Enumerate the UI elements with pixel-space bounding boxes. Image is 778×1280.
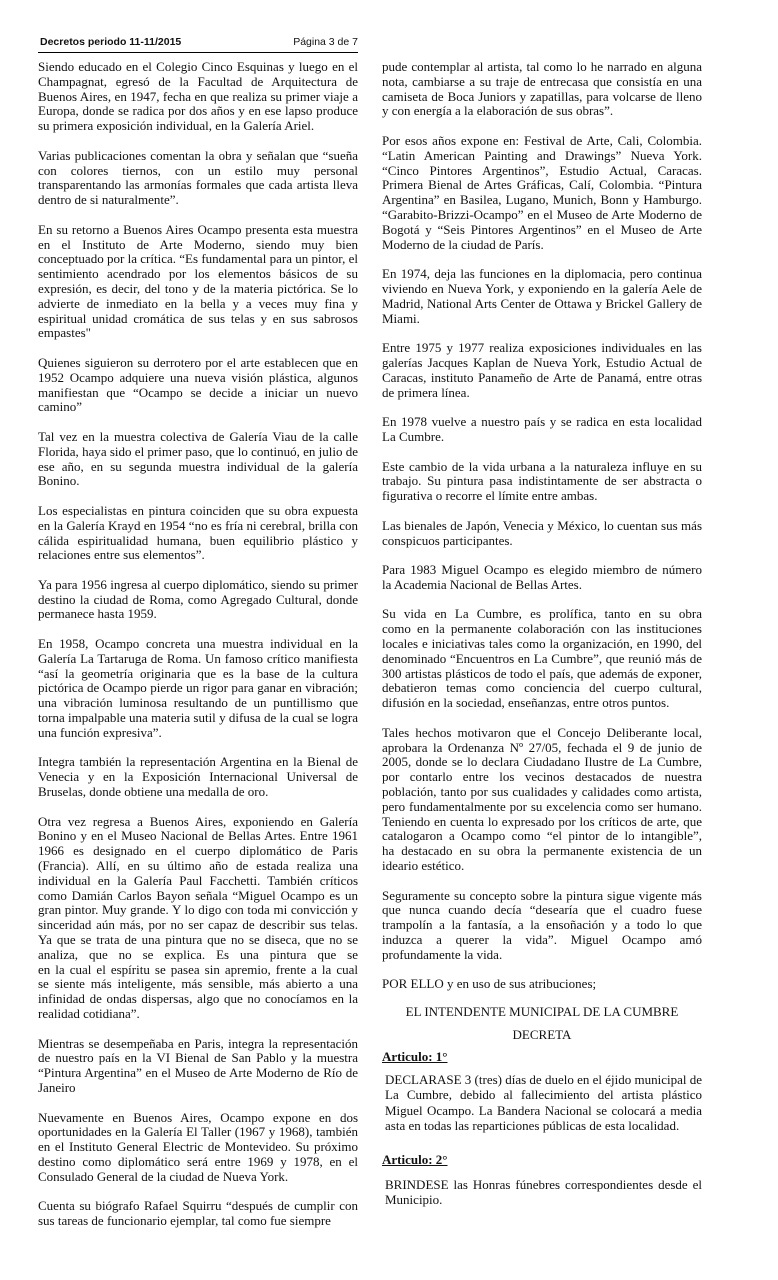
text-line: pude contemplar al artista, tal como lo he narrado en alguna [382,60,702,74]
text-line: una función expresiva”. [38,725,162,740]
text-line: Este cambio de la vida urbana a la naturaleza influye en su [382,459,702,474]
left-column [38,60,358,1244]
text-line: nota, cambiarse a su traje de entrecasa que consistía en una [382,74,702,89]
article-1-heading: Articulo: 1° [382,1049,448,1064]
text-line: Moderno de la ciudad de París. [382,237,544,252]
text-line: Por esos años expone en: Festival de Arte, Cali, Colombia. [382,133,702,148]
text-line: Consulado General de la ciudad de Nueva York. [38,1169,289,1184]
text-line: profundamente la vida. [382,947,503,962]
paragraph [38,149,358,208]
text-line: como Damián Carlos Bayon señala “Miguel Ocampo es un [38,888,358,903]
paragraph [38,430,358,489]
text-line: Quienes siguieron su derrotero por el arte establecen que en [38,355,358,370]
text-line: camiseta de Boca Juniors y zapatillas, para volcarse de lleno [382,89,702,104]
paragraph [38,755,358,799]
text-line: sentimiento acendrado por los elementos básicos de su [38,267,358,282]
text-line: destino como diplomático será entre 1969 y 1978, en el [38,1154,358,1169]
text-line: POR ELLO y en uso de sus atribuciones; [382,977,597,992]
text-line: En su retorno a Buenos Aires Ocampo presenta esta muestra [38,222,358,237]
text-line: en el Instituto de Arte Moderno, siendo muy bien [38,237,358,252]
text-line: Integra también la representación Argentina en la Bienal de [38,755,358,770]
text-line: Las bienales de Japón, Venecia y México, lo cuentan sus más [382,518,702,533]
text-line: trabajo. Su pintura pasa indistintamente de ser abstracta o [382,474,702,489]
text-line: empastes" [38,326,91,341]
text-line: se siente más inteligente, más sensible, más abierto a una [38,977,358,992]
text-line: pero fundamentalmente por su excelencia como ser humano. [382,799,702,814]
text-line: infinidad de ondas dispersas, algo que no conocíamos en la [38,992,358,1007]
page-header [38,34,358,53]
text-line: camino” [38,400,83,415]
paragraph [38,815,358,1022]
text-line: sinceridad aún más, por no ser capaz de describir sus telas. [38,918,358,933]
paragraph [382,726,702,874]
text-line: Florida, haya sido el primer paso, que lo continuó, en julio de [38,444,358,459]
text-line: Miguel Ocampo. La Bandera Nacional se colocará a media [385,1102,702,1118]
text-line: cálida espiritualidad humana, buen equilibrio plástico y [38,533,358,548]
article-1-text [385,1072,702,1134]
text-line: difusión en la sociedad, enseñanzas, entre otros puntos. [382,696,670,711]
text-line: denominado “Encuentros en La Cumbre”, que reunió más de [382,651,702,666]
text-line: oportunidades en la Galería El Taller (1967 y 1968), también [38,1125,358,1140]
text-line: sus tareas de funcionario ejemplar, tal como fue siempre [38,1214,331,1229]
text-line: Ya que se trata de una pintura que no se diseca, que no se [38,933,358,948]
text-line: como en la permanente colaboración con las instituciones [382,622,702,637]
text-line: en la cual el espíritu se pasea sin apremio, frente a la cual [38,962,358,977]
right-column [382,60,702,1007]
text-line: Primera Bienal de Artes Gráficas, Calí, Colombia. “Pintura [382,178,702,193]
paragraph [382,134,702,252]
text-line: Otra vez regresa a Buenos Aires, exponiendo en Galería [38,814,358,829]
text-line: pictórica de Ocampo pierde un rigor para ganar en vibración; [38,681,358,696]
text-line: Champagnat, egresó de la Facultad de Arquitectura de [38,74,358,89]
paragraph [38,1111,358,1185]
text-line: La Cumbre, debido al fallecimiento del artista plástico [385,1087,702,1103]
text-line: en la Galería Krayd en 1954 “no es fría ni cerebral, brilla con [38,518,358,533]
text-line: Nuevamente en Buenos Aires, Ocampo expone en dos [38,1110,358,1125]
decree-authority: EL INTENDENTE MUNICIPAL DE LA CUMBRE [405,1004,679,1019]
text-line: conspicuos participantes. [382,533,513,548]
article-2-text [385,1177,702,1208]
text-line: gran pintor. Muy grande. Y lo digo con toda mi convicción y [38,903,358,918]
text-line: viviendo en Nueva York, y exponiendo en la galería Aele de [382,281,702,296]
text-line: Miami. [382,311,420,326]
text-line: torna impalpable una materia sutil y difusa de la cual se logra [38,711,358,726]
text-line: espiritual unidad cromática de sus telas y en sus sabrosos [38,311,358,326]
text-line: conceptuado por la crítica. “Es fundamental para un pintor, el [38,252,358,267]
text-line: La Cumbre. [382,429,445,444]
text-line: Siendo educado en el Colegio Cinco Esquinas y luego en el [38,60,358,74]
article-2-heading: Articulo: 2° [382,1152,448,1167]
text-line: Teniendo en cuenta lo expresado por los críticos de arte, que [382,814,702,829]
text-line: Su vida en La Cumbre, es prolífica, tanto en su obra [382,607,702,622]
text-line: 2005, donde se lo declara Ciudadano Ilustre de La Cumbre, [382,755,702,770]
text-line: Varias publicaciones comentan la obra y señalan que “sueña [38,148,358,163]
text-line: Madrid, National Arts Center de Ottawa y Brickel Gallery de [382,296,702,311]
text-line: la Academia Nacional de Bellas Artes. [382,577,582,592]
text-line: Mientras se desempeñaba en Paris, integra la representación [38,1036,358,1051]
text-line: Argentina” en Basilea, Lugano, Munich, Bonn y Hamburgo. [382,193,702,208]
text-line: locales e iniciativas tales como la organización, en 1990, del [382,637,702,652]
text-line: Cuenta su biógrafo Rafael Squirru “después de cumplir con [38,1199,358,1214]
text-line: Seguramente su concepto sobre la pintura sigue vigente más [382,888,702,903]
text-line: advierte de inmediato en la bella y a veces muy fina y [38,296,358,311]
text-line: catalogaron a Ocampo como “el pintor de lo intangible”, [382,829,702,844]
text-line: individual en la Galería Paul Facchetti. También críticos [38,873,358,888]
paragraph [382,977,702,992]
text-line: relaciones entre sus elementos”. [38,548,205,563]
paragraph [38,60,358,134]
text-line: BRINDESE las Honras fúnebres correspondientes desde el [385,1177,702,1192]
text-line: dentro de si naturalmente”. [38,193,179,208]
text-line: Tales hechos motivaron que el Concejo Deliberante local, [382,725,702,740]
paragraph [38,356,358,415]
text-line: Bonino. [38,474,80,489]
paragraph [382,60,702,119]
text-line: En 1974, deja las funciones en la diplomacia, pero continua [382,267,702,282]
text-line: ideario estético. [382,859,465,874]
text-line: Venecia y en la Exposición Internacional Universal de [38,770,358,785]
text-line: Ya para 1956 ingresa al cuerpo diplomático, siendo su primer [38,577,358,592]
text-line: Bruselas, donde obtiene una medalla de oro. [38,785,269,800]
text-line: en el Instituto General Electric de Montevideo. Su próximo [38,1140,358,1155]
text-line: Janeiro [38,1080,76,1095]
paragraph [38,578,358,622]
text-line: Galería La Tartaruga de Roma. Un famoso crítico manifiesta [38,651,358,666]
text-line: transparentando las armonías formales que cada artista lleva [38,178,358,193]
text-line: ha destacado en su obra la permanente existencia de un [382,844,702,859]
paragraph [382,415,702,445]
text-line: 1952 Ocampo adquiere una nueva visión plástica, algunos [38,370,358,385]
text-line: su primera exposición individual, en la Galería Ariel. [38,119,315,134]
text-line: induzca a querer la vida”. Miguel Ocampo amó [382,933,702,948]
text-line: “Pintura Argentina” en el Museo de Arte Moderno de Río de [38,1066,358,1081]
text-line: Europa, donde se radica por dos años y en ese lapso produce [38,104,358,119]
text-line: aprobara la Ordenanza Nº 27/05, fechada el 9 de junio de [382,740,702,755]
text-line: con colores tiernos, con un estilo muy personal [38,163,358,178]
text-line: (Francia). Allí, en su último año de estada realiza una [38,859,358,874]
text-line: destino la ciudad de Roma, como Agregado Cultural, donde [38,592,358,607]
paragraph [382,889,702,963]
paragraph [382,519,702,549]
text-line: que nunca cuando decía “desearía que el cuadro fuese [382,903,702,918]
text-line: ese año, en su segunda muestra individual de la galería [38,459,358,474]
text-line: manifiestan que “Ocampo se decide a iniciar un nuevo [38,385,358,400]
text-line: de nuestro país en la VI Bienal de San Pablo y la muestra [38,1051,358,1066]
text-line: Buenos Aires, en 1947, fecha en que realiza su primer viaje a [38,89,358,104]
text-line: una vibración luminosa resultando de un puntillismo que [38,696,358,711]
text-line: “Garabito-Brizzi-Ocampo” en el Museo de Arte Moderno de [382,207,702,222]
text-line: expresión, es decir, del tono y de la materia pictórica. Se lo [38,281,358,296]
text-line: Municipio. [385,1192,443,1208]
paragraph [38,1199,358,1229]
text-line: DECLARASE 3 (tres) días de duelo en el éjido municipal de [385,1072,702,1087]
text-line: trampolín a la fantasía, a la ensoñación y a todo lo que [382,918,702,933]
text-line: figurativa o recorre el límite entre ambas. [382,489,598,504]
text-line: “Latin American Painting and Drawings” Nueva York. [382,148,702,163]
text-line: Tal vez en la muestra colectiva de Galería Viau de la calle [38,429,358,444]
text-line: Los especialistas en pintura coinciden que su obra expuesta [38,503,358,518]
paragraph [382,607,702,711]
text-line: asta en todas las reparticiones públicas de esta localidad. [385,1118,680,1134]
text-line: En 1958, Ocampo concreta una muestra individual en la [38,637,358,652]
text-line: y con energía a la elaboración de sus obras”. [382,104,614,119]
text-line: Para 1983 Miguel Ocampo es elegido miembro de número [382,563,702,578]
text-line: Bonino y en el Museo Nacional de Bellas Artes. Entre 1961 [38,829,358,844]
text-line: permanece hasta 1959. [38,607,157,622]
text-line: Entre 1975 y 1977 realiza exposiciones individuales en las [382,341,702,356]
text-line: Bogotá y “Seis Pintores Argentinos” en el Museo de Arte [382,222,702,237]
text-line: galerías Jacques Kaplan de Nueva York, Estudio Actual de [382,355,702,370]
text-line: realidad cotidiana”. [38,1007,140,1021]
text-line: Caracas, instituto Panameño de Arte de Panamá, entre otras [382,370,702,385]
text-line: población, tanto por sus cualidades y calidades como artista, [382,785,702,800]
text-line: analiza, que no se explica. Es una pintura que se [38,947,358,962]
paragraph [38,637,358,741]
text-line: “así la geometría originaria que es la base de la cultura [38,666,358,681]
text-line: 300 artistas plásticos de todo el país, que además de exponer, [382,666,702,681]
text-line: 1966 es designado en el cuerpo diplomático de Paris [38,844,358,859]
text-line: “Cinco Pintores Argentinos”, Estudio Actual, Caracas. [382,163,702,178]
paragraph [382,341,702,400]
text-line: de primera línea. [382,385,470,400]
paragraph [382,460,702,504]
text-line: En 1978 vuelve a nuestro país y se radica en esta localidad [382,415,702,430]
text-line: debatieron temas como conciencia del cuerpo cultural, [382,681,702,696]
paragraph [38,504,358,563]
document-title: Decretos periodo 11-11/2015 [40,36,182,48]
text-line: por contarlo entre los vecinos destacados de nuestra [382,770,702,785]
decree-title: DECRETA [512,1027,572,1042]
paragraph [38,223,358,341]
page-number: Página 3 de 7 [293,36,358,48]
paragraph [382,267,702,326]
paragraph [382,563,702,593]
paragraph [38,1037,358,1096]
